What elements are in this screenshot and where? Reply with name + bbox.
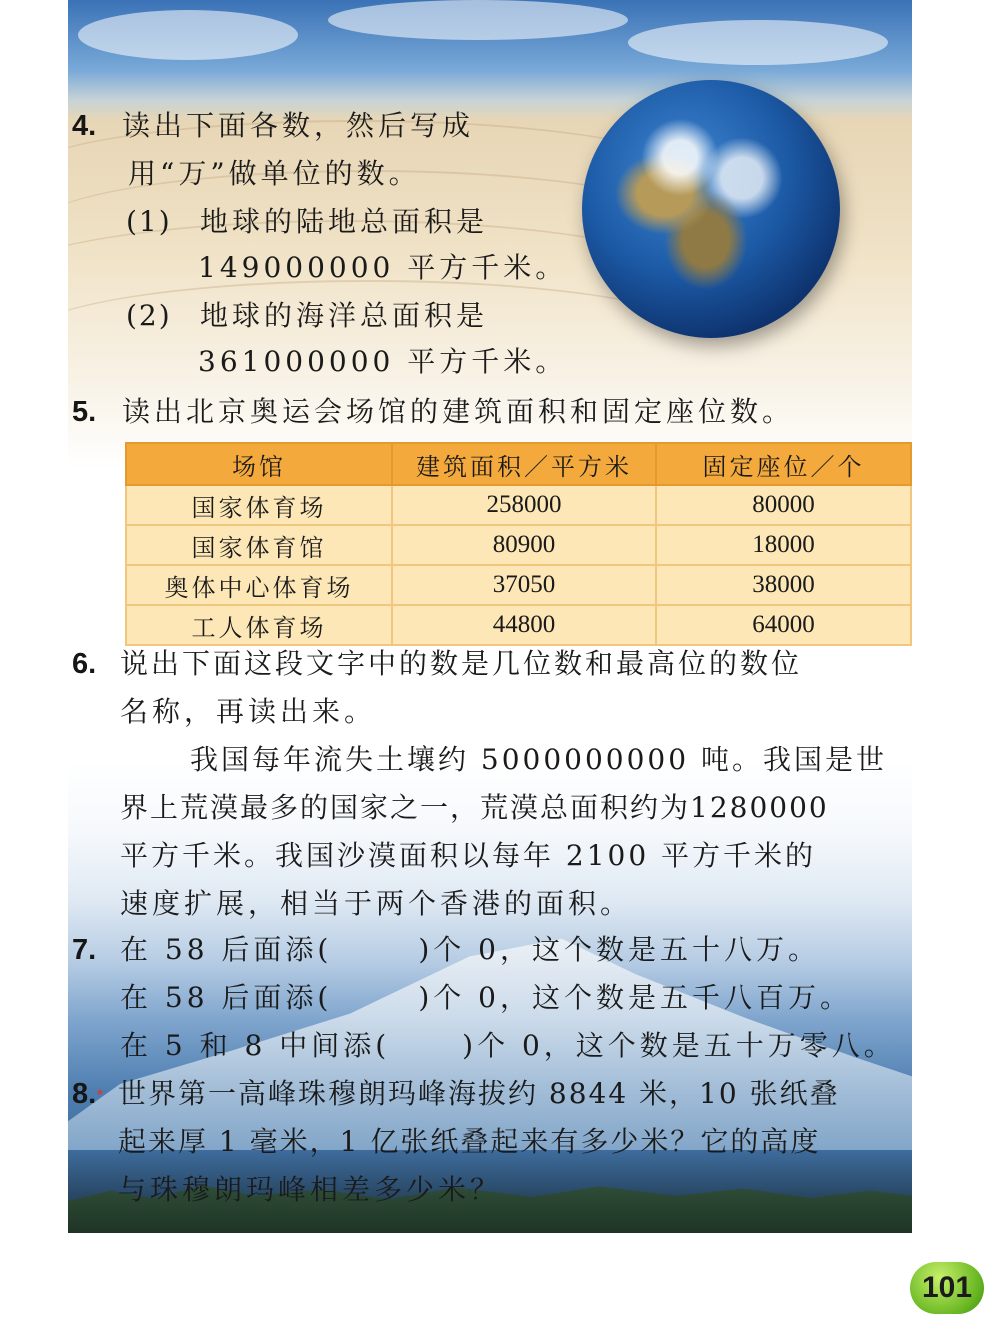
table-row [126,605,911,645]
problem-6-paragraph-line-3: 平方千米。我国沙漠面积以每年 2100 平方千米的 [120,839,817,872]
problem-7-line-2 [120,978,852,1018]
problem-4-line-2: 用“万”做单位的数。 [128,157,421,190]
seats-cell: 64000 [656,605,911,645]
sky-cloud [78,10,298,60]
problem-7-line-2-before: 在 58 后面添( [120,981,333,1014]
venue-name-cell: 工人体育场 [126,605,392,645]
table-row [126,565,911,605]
problem-6-paragraph-line-1: 我国每年流失土壤约 5000000000 吨。我国是世 [190,743,887,776]
problem-7-line-3-after: )个 0，这个数是五十万零八。 [462,1029,896,1062]
seats-cell: 80000 [656,485,911,525]
seats-cell: 38000 [656,565,911,605]
problem-7-line-1-after: )个 0，这个数是五十八万。 [418,933,820,966]
page-number: 101 [910,1262,984,1314]
sky-cloud [328,0,628,40]
problem-7-line-2-after: )个 0，这个数是五千八百万。 [418,981,852,1014]
problem-4-item-2-line-2: 361000000 平方千米。 [198,345,568,378]
problem-6-line-2: 名称，再读出来。 [120,695,377,728]
problem-7-line-1-before: 在 58 后面添( [120,933,333,966]
problem-8-number [72,1074,103,1114]
problem-6-number: 6. [72,648,97,680]
area-cell: 37050 [392,565,656,605]
problem-7-line-3-before: 在 5 和 8 中间添( [120,1029,391,1062]
problem-4-item-1-line-1: 地球的陆地总面积是 [200,205,489,238]
table-row [126,485,911,525]
problem-4-number: 4. [72,110,97,142]
problem-4-item-2-line-1: 地球的海洋总面积是 [200,299,489,332]
problem-7-line-3 [120,1026,896,1066]
problem-6-line-1: 说出下面这段文字中的数是几位数和最高位的数位 [120,647,803,680]
area-cell: 258000 [392,485,656,525]
problem-6-paragraph-line-4: 速度扩展，相当于两个香港的面积。 [120,887,633,920]
problem-4-item-1-line-2: 149000000 平方千米。 [198,251,568,284]
problem-7-line-1 [120,930,820,970]
problem-6-paragraph-line-2: 界上荒漠最多的国家之一，荒漠总面积约为1280000 [120,791,829,824]
problem-5-text: 读出北京奥运会场馆的建筑面积和固定座位数。 [122,395,795,428]
problem-8-number-text: 8. [72,1078,97,1110]
problem-4-item-2-label: (2) [126,299,172,332]
earth-globe-image [582,80,840,338]
sky-cloud [628,20,888,65]
venue-table-header: 固定座位／个 [656,443,911,485]
venue-name-cell: 国家体育场 [126,485,392,525]
area-cell: 44800 [392,605,656,645]
problem-4-line-1: 读出下面各数，然后写成 [122,109,475,142]
problem-8-line-1: 世界第一高峰珠穆朗玛峰海拔约 8844 米，10 张纸叠 [118,1077,840,1110]
problem-8-line-3: 与珠穆朗玛峰相差多少米？ [118,1173,503,1206]
area-cell: 80900 [392,525,656,565]
venue-table-header: 场馆 [126,443,392,485]
problem-7-number: 7. [72,934,97,966]
seats-cell: 18000 [656,525,911,565]
venue-name-cell: 奥体中心体育场 [126,565,392,605]
optional-star-mark: * [97,1086,103,1102]
venue-table-header-row [126,443,911,485]
table-row [126,525,911,565]
problem-5-number: 5. [72,396,97,428]
problem-4-item-1-label: (1) [126,205,172,238]
venue-name-cell: 国家体育馆 [126,525,392,565]
venue-table-header: 建筑面积／平方米 [392,443,656,485]
venue-table [125,442,912,646]
problem-8-line-2: 起来厚 1 毫米，1 亿张纸叠起来有多少米？它的高度 [118,1125,821,1158]
